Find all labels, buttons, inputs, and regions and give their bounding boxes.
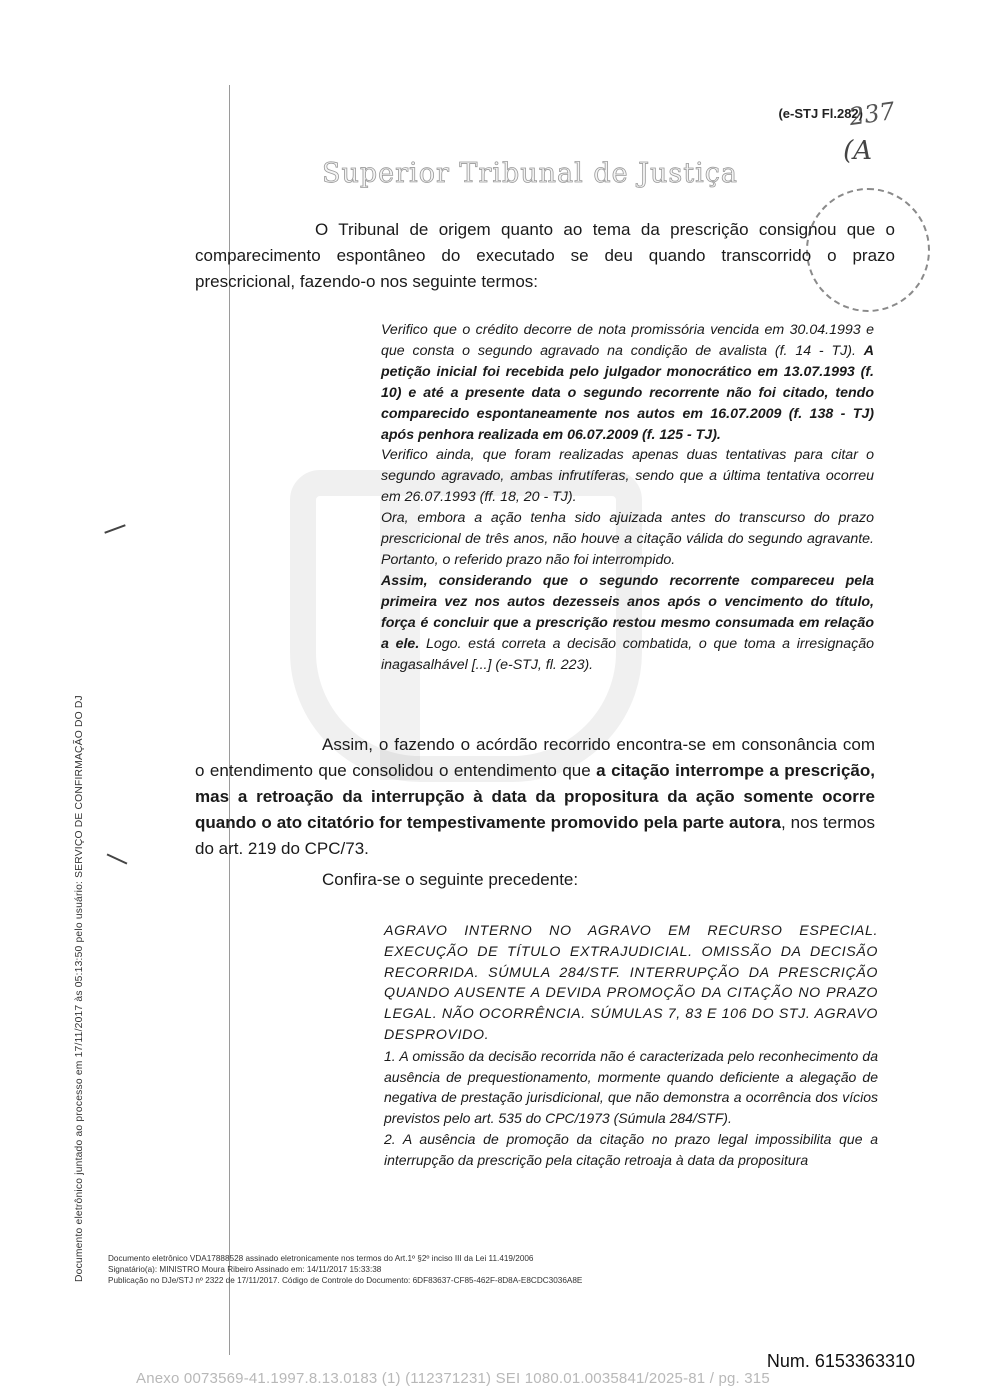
annex-reference: Anexo 0073569-41.1997.8.13.0183 (1) (112371231) SEI 1080.01.0035841/2025-81 / pg. 315 (136, 1370, 770, 1387)
quote1-text: Logo. está correta a decisão combatida, o que toma a irresignação inagasalhável [...] (e-STJ, fl. 223). (381, 635, 874, 673)
paragraph-precedent-intro: Confira-se o seguinte precedente: (322, 870, 579, 889)
footer-line-2: Signatário(a): MINISTRO Moura Ribeiro Assinado em: 14/11/2017 15:33:38 (108, 1265, 382, 1274)
document-number: Num. 6153363310 (766, 1351, 915, 1371)
quote1-paragraph-3: Ora, embora a ação tenha sido ajuizada antes do transcurso do prazo prescricional de três anos, não houve a citação válida do segundo agravante. Portanto, o referido prazo não foi interrompido. (381, 510, 874, 568)
court-name: Superior Tribunal de Justiça (322, 158, 738, 189)
footer-line-3: Publicação no DJe/STJ nº 2322 de 17/11/2017. Código de Controle do Documento: 6DF83637-CF85-462F-8D8A-E8CDC3036A8E (108, 1276, 583, 1285)
quote2-ementa: AGRAVO INTERNO NO AGRAVO EM RECURSO ESPECIAL. EXECUÇÃO DE TÍTULO EXTRAJUDICIAL. OMISSÃO DA DECISÃO RECORRIDA. SÚMULA 284/STF. INTERRUPÇÃO DA PRESCRIÇÃO QUANDO AUSENTE A DEVIDA PROMOÇÃO DA CITAÇÃO NO PRAZO LEGAL. NÃO OCORRÊNCIA. SÚMULAS 7, 83 E 106 DO STJ. AGRAVO DESPROVIDO. (384, 923, 878, 1043)
side-certification-text: Documento eletrônico juntado ao processo em 17/11/2017 às 05:13:50 pelo usuário: SERVIÇO DE CONFIRMAÇÃO DO DJ (74, 695, 85, 1282)
quote2-item-1: 1. A omissão da decisão recorrida não é caracterizada pelo reconhecimento da ausência de prequestionamento, mormente quando deficiente a alegação de negativa de prestação jurisdicional, que não demonstra a ocorrência dos vícios previstos pelo art. 535 do CPC/1973 (Súmula 284/STF). (384, 1047, 878, 1127)
paragraph2-bold-text: a citação interrompe a prescrição, mas a retroação da interrupção à data da propositura da ação somente ocorre quando o ato citatório for tempestivamente promovido pela parte autora (195, 761, 875, 832)
citation-quote-1 (381, 320, 874, 675)
signature-footer (108, 1253, 582, 1286)
paragraph2-text: Assim, o fazendo o acórdão recorrido encontra-se em consonância com o entendimento que consolidou o entendimento que (195, 735, 875, 780)
quote1-paragraph-4 (381, 571, 874, 676)
citation-quote-2 (384, 921, 878, 1171)
handwritten-page-number: 237 (847, 96, 897, 132)
quote1-paragraph-2: Verifico ainda, que foram realizadas apenas duas tentativas para citar o segundo agravado, ambas infrutíferas, sendo que a última tentativa ocorreu em 26.07.1993 (ff. 18, 20 - TJ). (381, 447, 874, 506)
quote1-bold-text: A petição inicial foi recebida pelo julgador monocrático em 13.07.1993 (f. 10) e até a presente data o segundo recorrente não foi citado, tendo comparecido espontaneamente nos autos em 16.07.2009 (f. 138 - TJ) após penhora realizada em 06.07.2009 (f. 125 - TJ). (381, 342, 874, 443)
paragraph-conclusion (195, 732, 875, 862)
quote2-item-2: 2. A ausência de promoção da citação no prazo legal impossibilita que a interrupção da prescrição pela citação retroaja à data da propositura (384, 1130, 878, 1168)
page-reference: (e-STJ Fl.282) (778, 106, 863, 121)
footer-line-1: Documento eletrônico VDA17888528 assinado eletronicamente nos termos do Art.1º §2º inciso III da Lei 11.419/2006 (108, 1254, 534, 1263)
paragraph-intro: O Tribunal de origem quanto ao tema da prescrição consignou que o comparecimento espontâneo do executado se deu quando transcorrido o prazo prescricional, fazendo-o nos seguinte termos: (195, 220, 895, 291)
margin-mark (107, 853, 128, 864)
margin-mark (104, 524, 125, 533)
paragraph2-text: , nos termos do art. 219 do CPC/73. (195, 813, 875, 858)
quote1-text: Verifico que o crédito decorre de nota promissória vencida em 30.04.1993 e que consta o segundo agravado na condição de avalista (f. 14 - TJ). (381, 322, 874, 359)
quote1-paragraph-1 (381, 320, 874, 445)
handwritten-initials: (A (843, 136, 872, 166)
quote1-bold-text: Assim, considerando que o segundo recorrente compareceu pela primeira vez nos autos dezesseis anos após o vencimento do título, força é concluir que a prescrição restou mesmo consumada em relação a ele. (381, 572, 874, 652)
